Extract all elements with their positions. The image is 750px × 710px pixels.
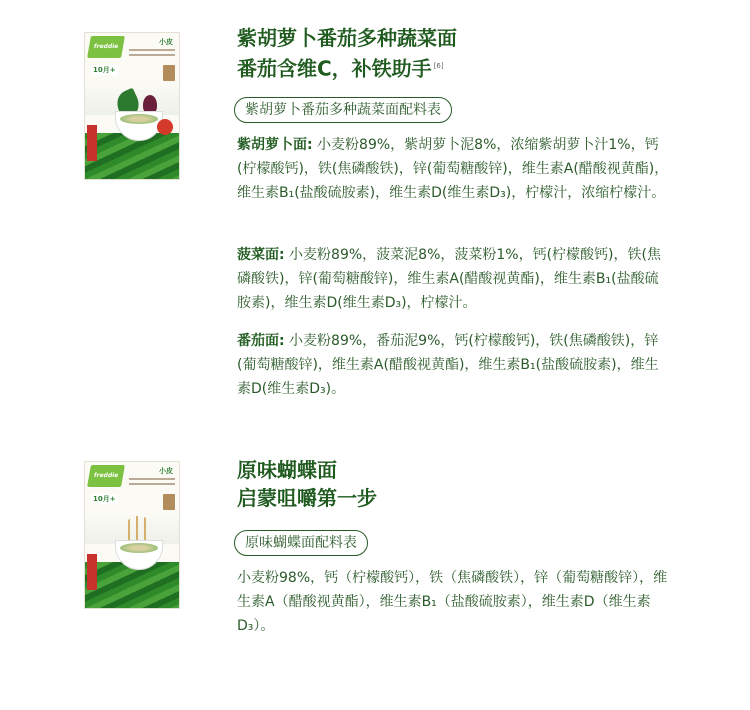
ingredient-name: 紫胡萝卜面:: [237, 137, 313, 153]
pasta-sample-icon: [163, 65, 175, 81]
product-box-image: [84, 32, 180, 180]
title-line-1: 紫胡萝卜番茄多种蔬菜面: [237, 26, 457, 50]
ingredient-text: 小麦粉89%，菠菜泥8%，菠菜粉1%，钙(柠檬酸钙)，铁(焦磷酸铁)，锌(葡萄糖酸锌)，维生素A(醋酸视黄酯)，维生素B₁(盐酸硫胺素)，维生素D(维生素D₃)，柠檬汁。: [237, 247, 661, 311]
product-title: [237, 24, 457, 83]
freddie-logo: freddie: [87, 465, 125, 487]
red-tab: [87, 125, 97, 161]
box-age-label: 10月+: [93, 495, 116, 503]
box-age-label: 10月+: [93, 66, 116, 74]
box-text-line: [129, 483, 175, 485]
title-line-2: 番茄含维C，补铁助手: [237, 56, 432, 81]
ingredients-butterfly-pasta: 小麦粉98%，钙（柠檬酸钙），铁（焦磷酸铁），锌（葡萄糖酸锌），维生素A（醋酸视黄酯），维生素B₁（盐酸硫胺素），维生素D（维生素D₃）。: [237, 570, 668, 634]
red-tab: [87, 554, 97, 590]
ingredient-text: 小麦粉89%，紫胡萝卜泥8%，浓缩紫胡萝卜汁1%，钙(柠檬酸钙)，铁(焦磷酸铁)，锌(葡萄糖酸锌)，维生素A(醋酸视黄酯)，维生素B₁(盐酸硫胺素)，维生素D(维生素D₃)，柠檬汁，浓缩柠檬汁。: [237, 137, 669, 201]
ingredients-pill: 紫胡萝卜番茄多种蔬菜面配料表: [234, 97, 452, 123]
ingredient-name: 菠菜面:: [237, 247, 285, 263]
box-text-line: [129, 54, 175, 56]
ingredient-name: 番茄面:: [237, 333, 285, 349]
box-text-line: [129, 478, 175, 480]
product-box-image: [84, 461, 180, 609]
tomato-icon: [157, 119, 173, 135]
ingredients-tomato: [237, 329, 670, 401]
title-line-1: 原味蝴蝶面: [237, 458, 337, 482]
reference-mark: [6]: [433, 62, 444, 70]
pasta-sample-icon: [163, 494, 175, 510]
title-line-2: 启蒙咀嚼第一步: [237, 486, 377, 510]
ingredients-spinach: [237, 243, 670, 315]
box-brand-label: 小皮: [159, 467, 173, 475]
ingredients-pill: 原味蝴蝶面配料表: [234, 530, 368, 556]
ingredients-purple-carrot: [237, 133, 670, 205]
box-brand-label: 小皮: [159, 38, 173, 46]
product-title: [237, 456, 377, 512]
ingredient-text: 小麦粉89%，番茄泥9%，钙(柠檬酸钙)，铁(焦磷酸铁)，锌(葡萄糖酸锌)，维生素A(醋酸视黄酯)，维生素B₁(盐酸硫胺素)，维生素D(维生素D₃)。: [237, 333, 659, 397]
freddie-logo: freddie: [87, 36, 125, 58]
box-text-line: [129, 49, 175, 51]
